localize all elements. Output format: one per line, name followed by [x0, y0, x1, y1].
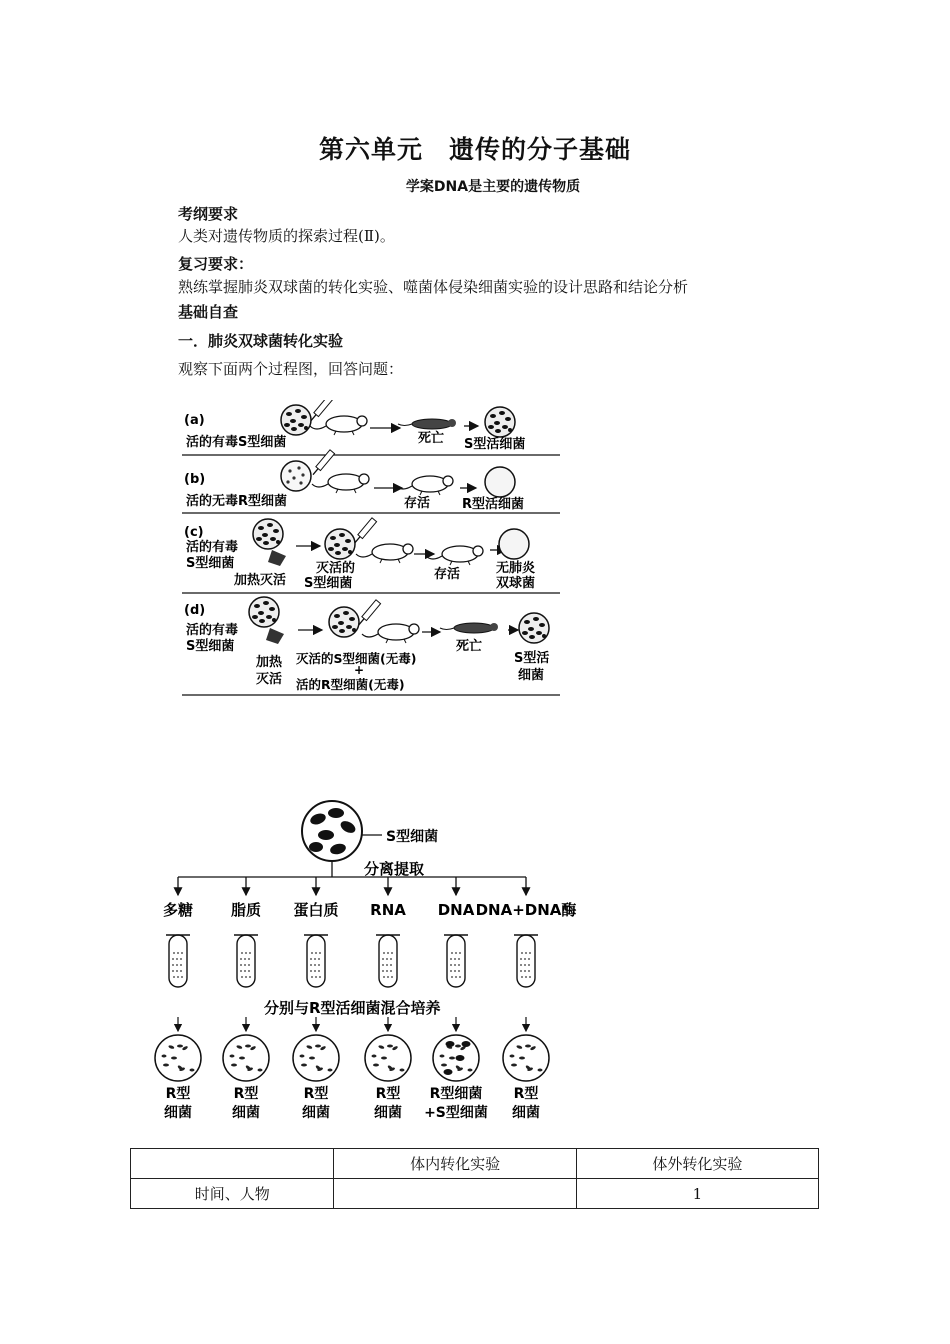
culture-dish-icon	[223, 1035, 269, 1081]
component-label: DNA	[437, 901, 475, 919]
culture-dish-icon	[155, 1035, 201, 1081]
test-tube-icon	[166, 935, 190, 987]
table-header-cell: 体外转化实验	[576, 1149, 818, 1179]
component-label: 多糖	[162, 901, 194, 919]
panel-d-result-line2: 细菌	[518, 668, 545, 683]
result-label-line1: R型细菌	[429, 1086, 483, 1102]
panel-b-result: R型活细菌	[462, 497, 525, 512]
panel-d-treat-line2: 灭活	[256, 672, 283, 687]
test-tube-icon	[304, 935, 328, 987]
table-cell: 1	[576, 1179, 818, 1209]
result-label-line1: R型	[513, 1086, 539, 1102]
panel-d-tag: (d)	[184, 603, 206, 618]
panel-a-source: 活的有毒S型细菌	[186, 435, 287, 450]
panel-d-outcome: 死亡	[456, 639, 483, 654]
result-label-line2: 细菌	[232, 1105, 260, 1121]
panel-b-source: 活的无毒R型细菌	[186, 494, 288, 509]
result-label-line1: R型	[375, 1086, 401, 1102]
panel-c-result-line1: 无肺炎	[496, 561, 536, 576]
result-label-line2: 细菌	[164, 1105, 192, 1121]
panel-c-result-line2: 双球菌	[496, 576, 536, 591]
culture-label: 分别与R型活细菌混合培养	[264, 999, 441, 1017]
panel-c-tag: (c)	[184, 525, 204, 540]
griffith-experiment-figure	[178, 400, 568, 700]
panel-a-tag: (a)	[184, 413, 205, 428]
panel-c-outcome: 存活	[434, 567, 461, 582]
result-label-line1: R型	[165, 1086, 191, 1102]
panel-c-source-line1: 活的有毒	[186, 540, 239, 555]
avery-experiment-figure	[150, 795, 610, 1130]
panel-d-mix-line2: 活的R型细菌(无毒)	[296, 677, 405, 692]
panel-d-mix-plus: +	[354, 663, 365, 677]
panel-d-result-line1: S型活	[514, 651, 550, 666]
test-tube-icon	[234, 935, 258, 987]
page-title: 第六单元 遗传的分子基础	[318, 135, 631, 164]
panel-d-treat-line1: 加热	[256, 655, 283, 670]
review-text: 熟练掌握肺炎双球菌的转化实验、噬菌体侵染细菌实验的设计思路和结论分析	[178, 278, 689, 296]
component-label: DNA+DNA酶	[475, 901, 577, 919]
syllabus-heading: 考纲要求	[178, 205, 239, 223]
table-header-cell	[131, 1149, 334, 1179]
result-label-line2: +S型细菌	[424, 1105, 488, 1121]
syllabus-text: 人类对遗传物质的探索过程(Ⅱ)。	[178, 227, 395, 245]
panel-d-source-line2: S型细菌	[186, 639, 235, 654]
component-label: 脂质	[230, 901, 262, 919]
basics-heading: 基础自查	[178, 303, 239, 321]
table-row	[131, 1179, 819, 1209]
panel-a-outcome: 死亡	[418, 431, 445, 446]
review-heading: 复习要求：	[178, 255, 254, 273]
panel-d-mix-line1: 灭活的S型细菌(无毒)	[296, 651, 417, 666]
table-cell: 时间、人物	[131, 1179, 334, 1209]
source-dish-label: S型细菌	[386, 829, 439, 845]
part1-heading: 一．肺炎双球菌转化实验	[178, 332, 344, 350]
comparison-table	[130, 1148, 819, 1209]
culture-dish-icon	[293, 1035, 339, 1081]
result-label-line1: R型	[303, 1086, 329, 1102]
panel-b-tag: (b)	[184, 472, 206, 487]
extract-label: 分离提取	[364, 860, 425, 878]
test-tube-icon	[376, 935, 400, 987]
panel-d-source-line1: 活的有毒	[186, 623, 239, 638]
panel-c-treatment: 加热灭活	[234, 573, 287, 588]
culture-dish-icon	[433, 1035, 479, 1081]
result-label-line2: 细菌	[512, 1105, 540, 1121]
panel-c-mid-line2: S型细菌	[304, 576, 353, 591]
test-tube-icon	[444, 935, 468, 987]
panel-b-outcome: 存活	[404, 496, 431, 511]
table-header-row	[131, 1149, 819, 1179]
result-label-line2: 细菌	[302, 1105, 330, 1121]
table-cell	[334, 1179, 576, 1209]
result-label-line2: 细菌	[374, 1105, 402, 1121]
component-label: 蛋白质	[293, 901, 339, 919]
page-subtitle: 学案DNA是主要的遗传物质	[405, 179, 581, 195]
culture-dish-icon	[365, 1035, 411, 1081]
test-tube-icon	[514, 935, 538, 987]
table-header-cell: 体内转化实验	[334, 1149, 576, 1179]
component-label: RNA	[370, 901, 406, 919]
culture-dish-icon	[503, 1035, 549, 1081]
part1-prompt: 观察下面两个过程图，回答问题：	[178, 360, 404, 378]
panel-c-mid-line1: 灭活的	[316, 561, 356, 576]
panel-a-result: S型活细菌	[464, 437, 526, 452]
result-label-line1: R型	[233, 1086, 259, 1102]
panel-c-source-line2: S型细菌	[186, 556, 235, 571]
